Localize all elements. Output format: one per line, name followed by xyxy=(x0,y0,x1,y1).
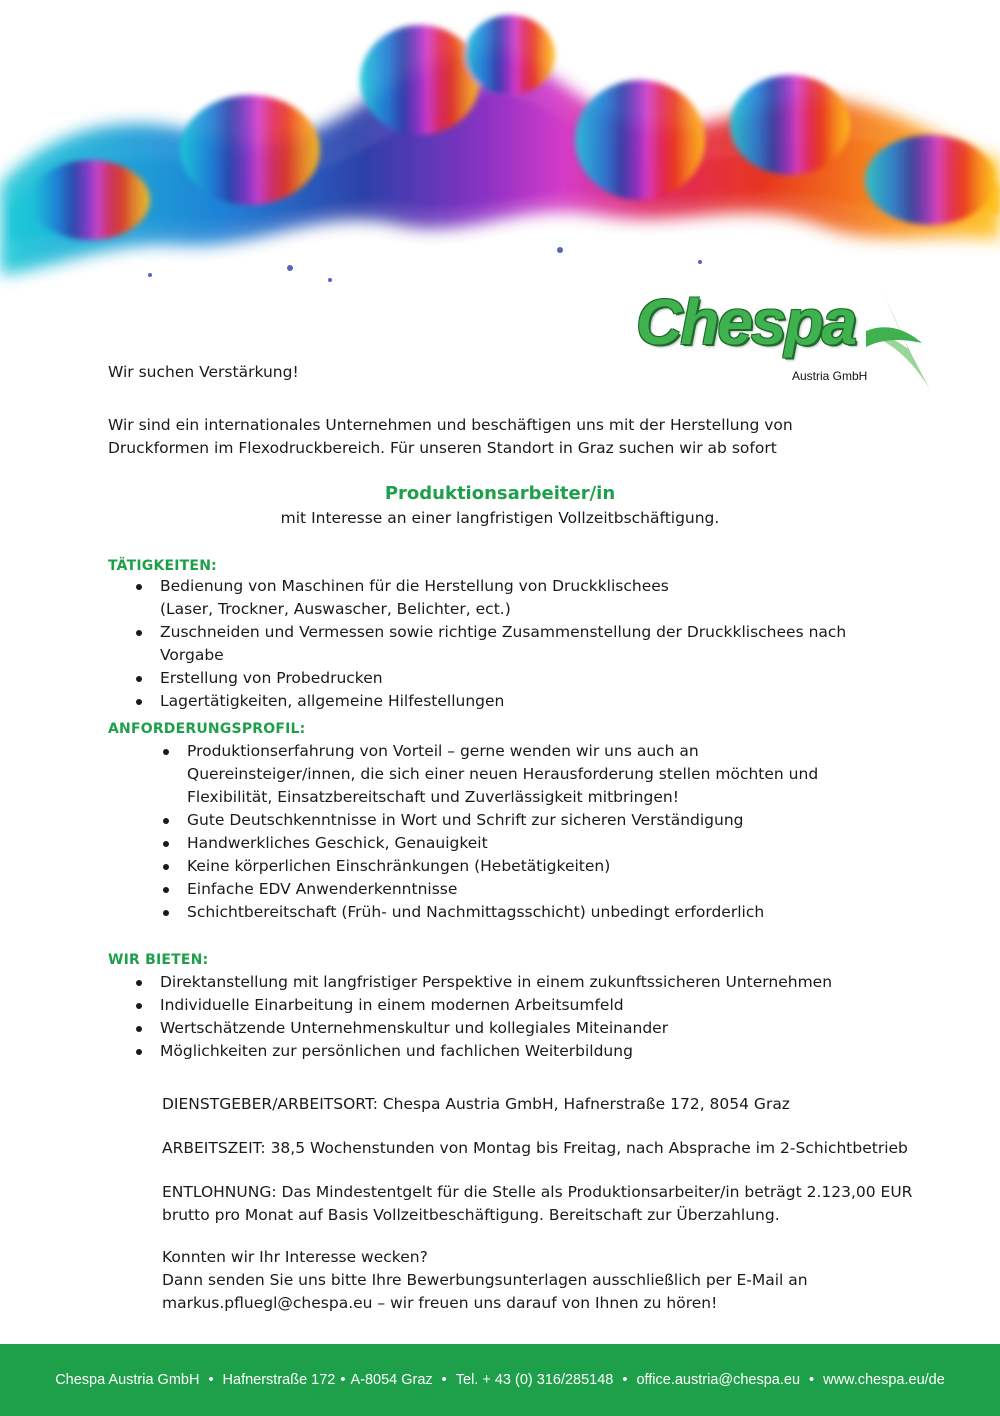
contact-email-link[interactable]: markus.pfluegl@chespa.eu xyxy=(162,1294,373,1312)
footer-separator: • xyxy=(208,1372,214,1388)
list-item: Lagertätigkeiten, allgemeine Hilfestellungen xyxy=(134,690,914,713)
hero-ink-image xyxy=(0,0,1000,300)
intro-text: Wir sind ein internationales Unternehmen und beschäftigen uns mit der Herstellung von Druckformen im Flexodruckbereich. Für unseren Standort in Graz suchen wir ab sofort xyxy=(108,416,793,457)
dienstgeber-info: DIENSTGEBER/ARBEITSORT: Chespa Austria GmbH, Hafnerstraße 172, 8054 Graz xyxy=(162,1095,790,1113)
list-item: Produktionserfahrung von Vorteil – gerne wenden wir uns auch an Quereinsteiger/innen, die sich einer neuen Herausforderung stellen möchten und Flexibilität, Einsatzbereitschaft und Zuverlässigkeit mitbringen! xyxy=(161,740,921,809)
contact-closing: – wir freuen uns darauf von Ihnen zu hören! xyxy=(377,1294,718,1312)
footer-separator: • xyxy=(809,1372,815,1388)
entlohnung-info: ENTLOHNUNG: Das Mindestentgelt für die Stelle als Produktionsarbeiter/in beträgt 2.123,00 EUR brutto pro Monat auf Basis Vollzeitbeschäftigung. Bereitschaft zur Überzahlung. xyxy=(162,1183,913,1224)
greeting: Wir suchen Verstärkung! xyxy=(108,363,299,381)
ink-splash-illustration xyxy=(0,0,1000,300)
logo-wordmark: Chespa xyxy=(636,286,856,358)
list-item: Erstellung von Probedrucken xyxy=(134,667,914,690)
footer-email-link[interactable]: office.austria@chespa.eu xyxy=(636,1372,801,1388)
footer-city: A-8054 Graz xyxy=(350,1372,433,1388)
bieten-list xyxy=(134,971,914,1063)
arbeitszeit-info: ARBEITSZEIT: 38,5 Wochenstunden von Montag bis Freitag, nach Absprache im 2-Schichtbetrieb xyxy=(162,1139,908,1157)
contact-question: Konnten wir Ihr Interesse wecken? xyxy=(162,1248,428,1266)
contact-block xyxy=(162,1246,922,1315)
list-item: Bedienung von Maschinen für die Herstellung von Druckklischees (Laser, Trockner, Auswascher, Belichter, ect.) xyxy=(134,575,914,621)
list-item: Zuschneiden und Vermessen sowie richtige Zusammenstellung der Druckklischees nach Vorgabe xyxy=(134,621,914,667)
list-item: Einfache EDV Anwenderkenntnisse xyxy=(161,878,921,901)
list-item: Handwerkliches Geschick, Genauigkeit xyxy=(161,832,921,855)
anforderungen-list xyxy=(161,740,921,924)
logo-subtitle: Austria GmbH xyxy=(792,369,868,383)
list-item: Gute Deutschkenntnisse in Wort und Schrift zur sicheren Verständigung xyxy=(161,809,921,832)
section-heading-wir-bieten: WIR BIETEN: xyxy=(108,952,209,968)
footer-website-link[interactable]: www.chespa.eu/de xyxy=(823,1372,945,1388)
list-item: Wertschätzende Unternehmenskultur und kollegiales Miteinander xyxy=(134,1017,914,1040)
footer-separator: • xyxy=(441,1372,447,1388)
list-item: Keine körperlichen Einschränkungen (Hebetätigkeiten) xyxy=(161,855,921,878)
footer-company: Chespa Austria GmbH xyxy=(55,1372,200,1388)
job-subtitle: mit Interesse an einer langfristigen Vollzeitbschäftigung. xyxy=(280,509,720,527)
list-item: Schichtbereitschaft (Früh- und Nachmittagsschicht) unbedingt erforderlich xyxy=(161,901,921,924)
footer-phone[interactable]: Tel. + 43 (0) 316/285148 xyxy=(455,1372,614,1388)
footer-separator: • xyxy=(622,1372,628,1388)
footer-street: Hafnerstraße 172 xyxy=(222,1372,336,1388)
list-item: Möglichkeiten zur persönlichen und fachlichen Weiterbildung xyxy=(134,1040,914,1063)
list-item: Direktanstellung mit langfristiger Perspektive in einem zukunftssicheren Unternehmen xyxy=(134,971,914,994)
list-item-continuation: (Laser, Trockner, Auswascher, Belichter, ect.) xyxy=(160,600,511,618)
section-heading-anforderungsprofil: ANFORDERUNGSPROFIL: xyxy=(108,721,306,737)
footer-bar xyxy=(0,1344,1000,1416)
contact-line xyxy=(162,1292,922,1315)
taetigkeiten-list xyxy=(134,575,914,713)
footer-separator: • xyxy=(340,1372,346,1388)
contact-text: Dann senden Sie uns bitte Ihre Bewerbungsunterlagen ausschließlich per E-Mail an xyxy=(162,1271,808,1289)
job-title: Produktionsarbeiter/in xyxy=(384,483,616,504)
section-heading-taetigkeiten: TÄTIGKEITEN: xyxy=(108,558,217,574)
list-item: Individuelle Einarbeitung in einem modernen Arbeitsumfeld xyxy=(134,994,914,1017)
